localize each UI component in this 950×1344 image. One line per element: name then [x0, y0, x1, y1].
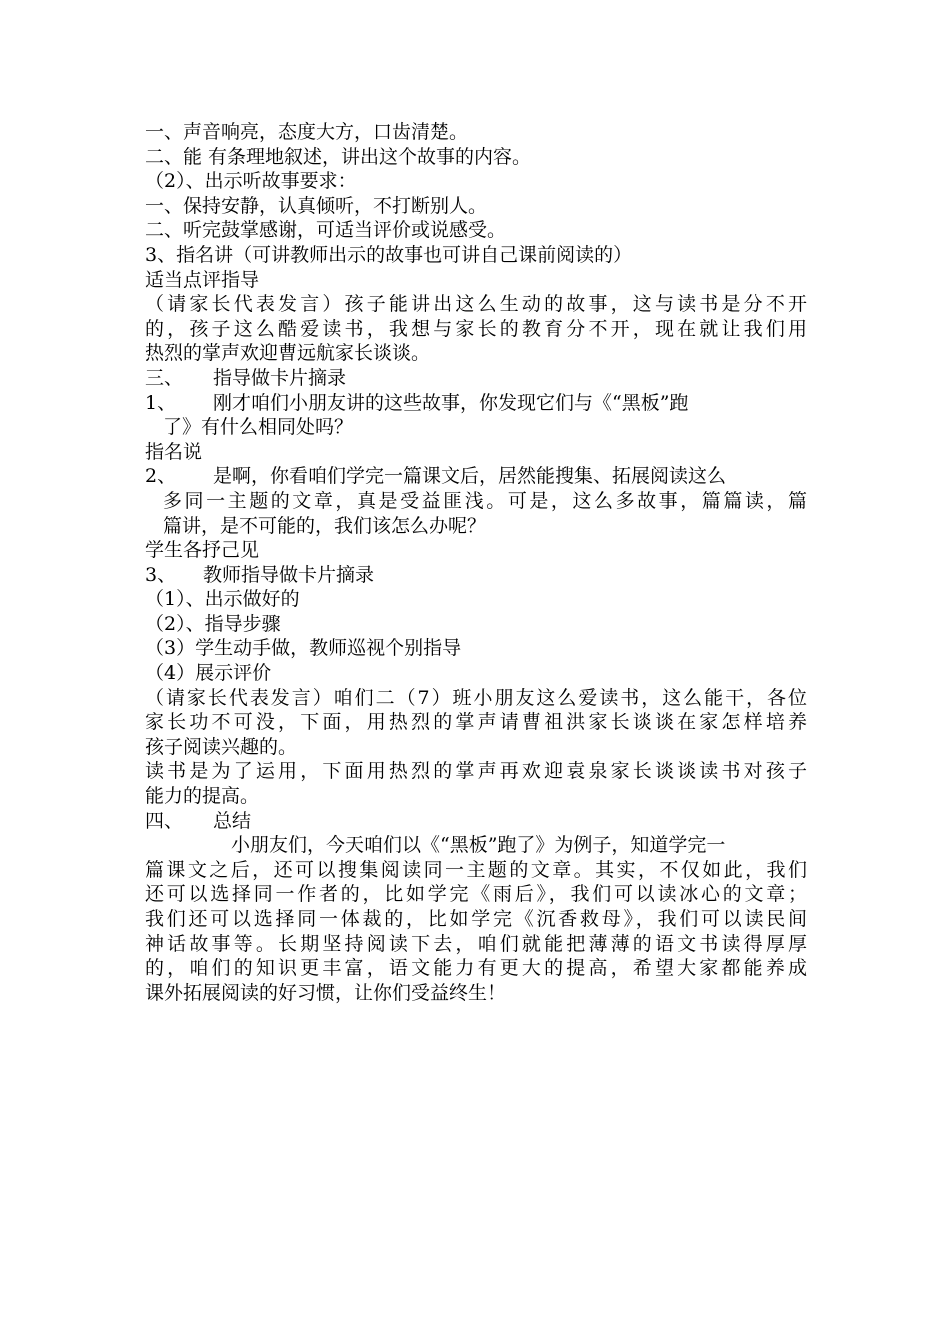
section-heading	[145, 366, 807, 391]
text-line: 篇课文之后，还可以搜集阅读同一主题的文章。其实，不仅如此，我们	[145, 858, 807, 881]
text-line: 多同一主题的文章，真是受益匪浅。可是，这么多故事，篇篇读，篇	[163, 489, 807, 512]
text-line: 家长功不可没，下面，用热烈的掌声请曹祖洪家长谈谈在家怎样培养	[145, 711, 807, 734]
section-title: 总结	[213, 809, 252, 832]
text-line: （4）展示评价	[145, 662, 272, 685]
item-text: 教师指导做卡片摘录	[203, 563, 375, 586]
text-line: （请家长代表发言）咱们二（7）班小朋友这么爱读书，这么能干，各位	[145, 686, 807, 709]
text-line: 的，孩子这么酷爱读书，我想与家长的教育分不开，现在就让我们用	[145, 317, 807, 340]
text-line: 3、指名讲（可讲教师出示的故事也可讲自己课前阅读的）	[145, 243, 633, 266]
text-line: 读书是为了运用，下面用热烈的掌声再欢迎袁泉家长谈谈读书对孩子	[145, 760, 807, 783]
text-line: 一、保持安静，认真倾听，不打断别人。	[145, 194, 488, 217]
section-heading	[145, 809, 807, 834]
item-text: 刚才咱们小朋友讲的这些故事，你发现它们与《“黑板”跑	[213, 391, 689, 414]
text-line: 一、声音响亮，态度大方，口齿清楚。	[145, 121, 469, 143]
text-line: 的，咱们的知识更丰富，语文能力有更大的提高，希望大家都能养成	[145, 957, 807, 980]
text-line: （1）、出示做好的	[145, 588, 300, 611]
section-marker: 三、	[145, 366, 184, 389]
text-line: 篇讲，是不可能的，我们该怎么办呢？	[163, 514, 487, 537]
text-line: 小朋友们，今天咱们以《“黑板”跑了》为例子，知道学完一	[231, 834, 726, 857]
item-marker: 3、	[145, 563, 177, 586]
paragraph-first-line	[145, 833, 807, 858]
text-line: 课外拓展阅读的好习惯，让你们受益终生！	[145, 981, 507, 1004]
list-item	[145, 563, 807, 588]
text-line: 神话故事等。长期坚持阅读下去，咱们就能把薄薄的语文书读得厚厚	[145, 932, 807, 955]
text-line: 孩子阅读兴趣的。	[145, 735, 298, 758]
item-marker: 2、	[145, 465, 177, 488]
text-line: （2）、指导步骤	[145, 612, 281, 635]
item-marker: 1、	[145, 391, 177, 414]
section-marker: 四、	[145, 809, 184, 832]
text-line: 热烈的掌声欢迎曹远航家长谈谈。	[145, 342, 431, 365]
text-line: 还可以选择同一作者的，比如学完《雨后》，我们可以读冰心的文章；	[145, 883, 807, 906]
text-line: 学生各抒己见	[145, 539, 260, 562]
document-body	[145, 120, 807, 1005]
list-item	[145, 464, 807, 489]
item-text: 是啊，你看咱们学完一篇课文后，居然能搜集、拓展阅读这么	[213, 465, 727, 488]
text-line: （2）、出示听故事要求：	[145, 170, 357, 193]
text-line: （请家长代表发言）孩子能讲出这么生动的故事，这与读书是分不开	[145, 293, 807, 316]
text-line: （3）学生动手做，教师巡视个别指导	[145, 637, 462, 660]
text-line: 我们还可以选择同一体裁的，比如学完《沉香救母》，我们可以读民间	[145, 908, 807, 930]
text-line: 了》有什么相同处吗？	[163, 416, 354, 439]
text-line: 指名说	[145, 440, 203, 463]
section-title: 指导做卡片摘录	[213, 366, 347, 389]
text-line: 二、听完鼓掌感谢，可适当评价或说感受。	[145, 219, 507, 242]
text-line: 能力的提高。	[145, 785, 260, 808]
text-line: 二、能 有条理地叙述，讲出这个故事的内容。	[145, 145, 532, 168]
list-item	[145, 391, 807, 416]
text-line: 适当点评指导	[145, 268, 260, 291]
